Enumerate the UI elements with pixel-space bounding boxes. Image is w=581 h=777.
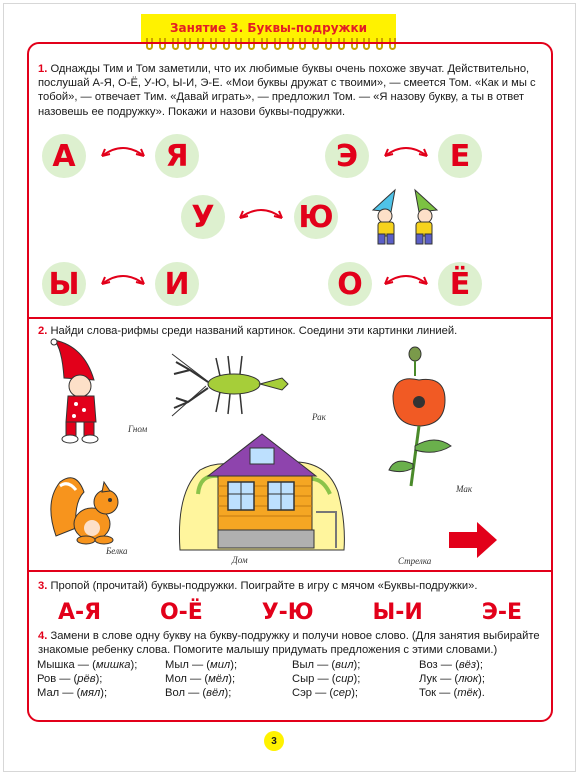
task2-number: 2.	[38, 325, 48, 337]
letter-ya: Я	[155, 134, 199, 178]
word-item: Выл — (вил);	[292, 659, 361, 671]
word-item: Сыр — (сир);	[292, 673, 361, 685]
word-item: Мыл — (мил);	[165, 659, 238, 671]
task4-text	[38, 629, 542, 657]
caption-poppy: Мак	[456, 484, 473, 494]
word-item: Воз — (вёз);	[419, 659, 483, 671]
letter-ye: Е	[438, 134, 482, 178]
gnome-picture-icon	[50, 340, 120, 445]
gnomes-illustration-icon	[365, 188, 445, 250]
arrow-y-i-icon	[98, 268, 148, 290]
squirrel-picture-icon	[46, 472, 126, 546]
task4-number: 4.	[38, 630, 48, 642]
letter-i: И	[155, 262, 199, 306]
word-item: Вол — (вёл);	[165, 687, 232, 699]
letter-o: О	[328, 262, 372, 306]
task1-number: 1.	[38, 63, 48, 75]
word-item: Лук — (люк);	[419, 673, 485, 685]
letter-u: У	[181, 195, 225, 239]
word-item: Мал — (мял);	[37, 687, 108, 699]
arrow-u-yu-icon	[236, 202, 286, 224]
red-arrow-picture-icon	[447, 520, 499, 560]
word-item: Ров — (рёв);	[37, 673, 103, 685]
task3-number: 3.	[38, 580, 48, 592]
pair-o-yo: О-Ё	[159, 600, 203, 625]
word-item: Ток — (тёк).	[419, 687, 485, 699]
letter-a: А	[42, 134, 86, 178]
arrow-e-ye-icon	[381, 140, 431, 162]
task4-body: Замени в слове одну букву на букву-подружку и получи новое слово. (Для занятия выбирайте знакомые ребенку слова. Помогите малышу придумать предложения с этими словами.)	[38, 630, 540, 657]
word-item: Мол — (мёл);	[165, 673, 236, 685]
task1-body: Однажды Тим и Том заметили, что их любимые буквы очень похоже звучат. Действительно, послушай А-Я, О-Ё, У-Ю, Ы-И, Э-Е. «Мои буквы дружат с твоими», — смеется Том. «Как и мы с тобой», — отвечает Тим. «Давай играть», — предложил Том. — «Я назову букву, а ты в ответ назовешь ее подружку». Покажи и назови буквы-подружки.	[38, 63, 536, 118]
poppy-picture-icon	[385, 346, 465, 486]
word-item: Мышка — (мишка);	[37, 659, 138, 671]
pair-u-yu: У-Ю	[261, 600, 314, 625]
task1-text	[38, 62, 542, 119]
page-number: 3	[264, 731, 284, 751]
pair-e-ye: Э-Е	[481, 600, 522, 625]
letter-yo: Ё	[438, 262, 482, 306]
caption-squirrel: Белка	[106, 546, 128, 556]
task2-text	[38, 324, 542, 338]
caption-crayfish: Рак	[312, 412, 326, 422]
caption-house: Дом	[232, 555, 248, 565]
caption-arrow: Стрелка	[398, 556, 432, 566]
arrow-o-yo-icon	[381, 268, 431, 290]
letter-pairs-row	[58, 600, 522, 625]
word-pairs-grid	[37, 659, 537, 699]
letter-y: Ы	[42, 262, 86, 306]
lesson-title: Занятие 3. Буквы-подружки	[141, 14, 396, 42]
divider-2	[27, 570, 553, 572]
arrow-a-ya-icon	[98, 140, 148, 162]
word-item: Сэр — (сер);	[292, 687, 359, 699]
task3-text	[38, 579, 542, 593]
letter-e-reverse: Э	[325, 134, 369, 178]
caption-gnome: Гном	[128, 424, 148, 434]
divider-1	[27, 317, 553, 319]
crayfish-picture-icon	[170, 352, 300, 422]
letter-yu: Ю	[294, 195, 338, 239]
house-picture-icon	[178, 432, 348, 554]
pair-y-i: Ы-И	[372, 600, 423, 625]
pair-a-ya: А-Я	[58, 600, 102, 625]
task2-body: Найди слова-рифмы среди названий картинок. Соедини эти картинки линией.	[50, 325, 458, 337]
task3-body: Пропой (прочитай) буквы-подружки. Поиграйте в игру с мячом «Буквы-подружки».	[50, 580, 478, 592]
